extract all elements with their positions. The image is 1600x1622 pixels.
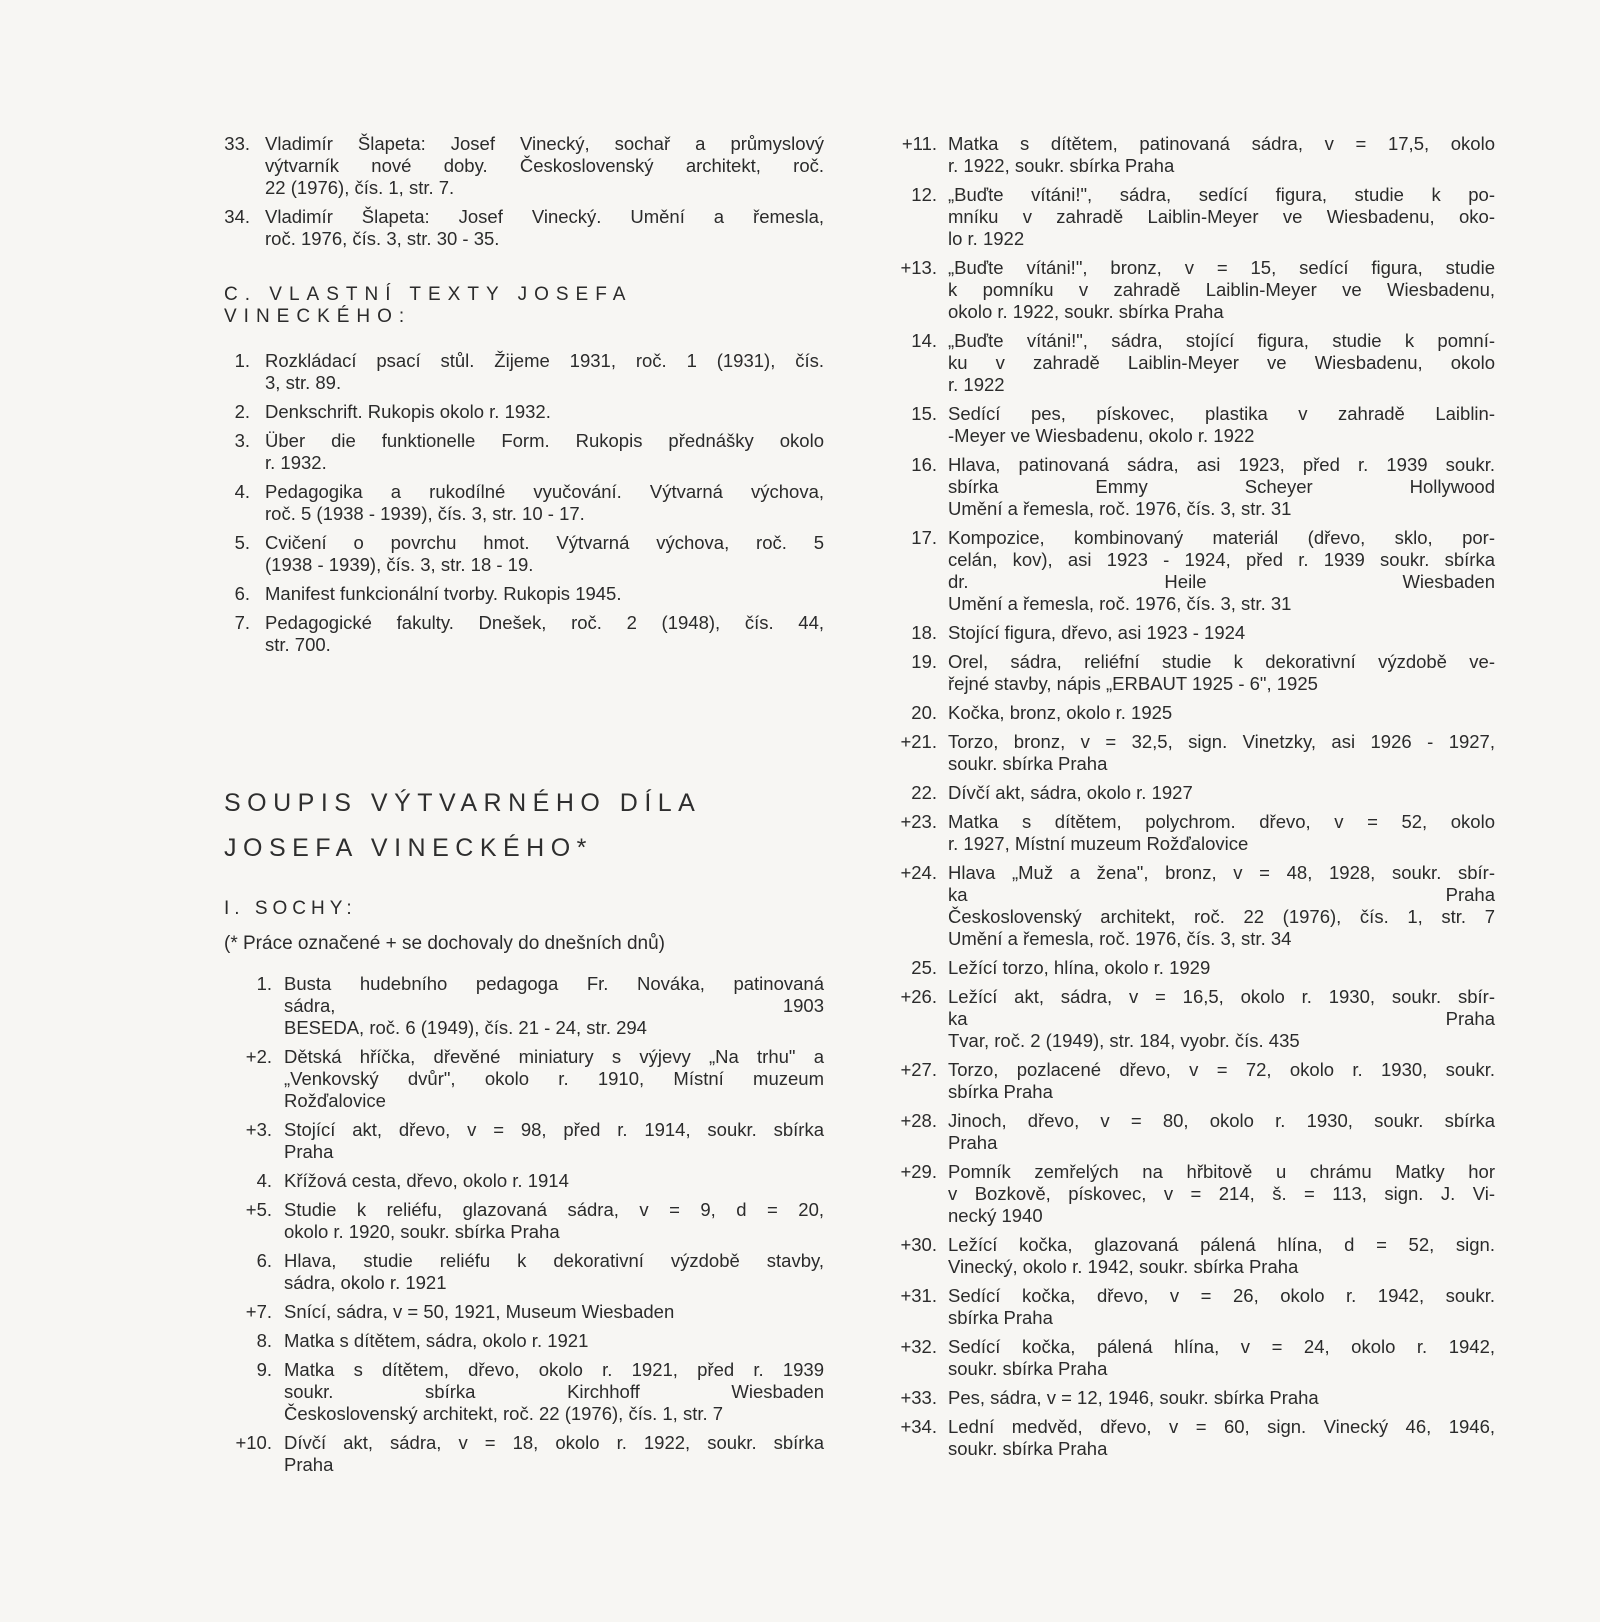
- entry-line: str. 700.: [265, 634, 331, 655]
- entry-number: +7.: [245, 1301, 272, 1322]
- entry-line: necký 1940: [948, 1205, 1043, 1226]
- entry-line: Kočka, bronz, okolo r. 1925: [948, 702, 1173, 723]
- entry-text: [880, 862, 1495, 950]
- entry-line: Kompozice, kombinovaný materiál (dřevo, sklo, por-: [948, 527, 1495, 548]
- entry-text: [880, 527, 1495, 615]
- sculpture-entry: [880, 1059, 1495, 1103]
- entry-number: 4.: [256, 1170, 272, 1191]
- entry-line: Matka s dítětem, polychrom. dřevo, v = 52, okolo: [948, 811, 1495, 832]
- entry-text: [880, 1234, 1495, 1278]
- sculpture-entry: [224, 1432, 824, 1476]
- entry-line: ka Praha: [948, 884, 1495, 905]
- catalogue-list-left: [224, 973, 824, 1476]
- entry-line: Torzo, pozlacené dřevo, v = 72, okolo r. 1930, soukr.: [948, 1059, 1495, 1080]
- entry-text: [224, 1199, 824, 1243]
- section-c-heading: C. VLASTNÍ TEXTY JOSEFA VINECKÉHO:: [224, 284, 632, 327]
- entry-number: +28.: [900, 1110, 937, 1131]
- entry-number: +24.: [900, 862, 937, 883]
- entry-number: +13.: [900, 257, 937, 278]
- entry-line: Dívčí akt, sádra, v = 18, okolo r. 1922, soukr. sbírka: [284, 1432, 824, 1453]
- entry-number: 4.: [234, 481, 250, 502]
- sculpture-entry: [880, 651, 1495, 695]
- own-text-entry: [224, 532, 824, 576]
- entry-line: celán, kov), asi 1923 - 1924, před r. 1939 soukr. sbírka: [948, 549, 1495, 570]
- entry-text: [224, 401, 824, 423]
- entry-line: soukr. sbírka Praha: [948, 1438, 1108, 1459]
- entry-line: Matka s dítětem, sádra, okolo r. 1921: [284, 1330, 589, 1351]
- entry-line: Matka s dítětem, patinovaná sádra, v = 17,5, okolo: [948, 133, 1495, 154]
- section-c-list: [224, 350, 824, 656]
- entry-line: r. 1922, soukr. sbírka Praha: [948, 155, 1175, 176]
- entry-text: [880, 1161, 1495, 1227]
- entry-number: 19.: [911, 651, 937, 672]
- entry-number: 15.: [911, 403, 937, 424]
- entry-text: [880, 651, 1495, 695]
- entry-number: +32.: [900, 1336, 937, 1357]
- entry-text: [880, 622, 1495, 644]
- entry-line: Torzo, bronz, v = 32,5, sign. Vinetzky, asi 1926 - 1927,: [948, 731, 1495, 752]
- sculpture-entry: [880, 403, 1495, 447]
- sculpture-entry: [880, 454, 1495, 520]
- entry-text: [880, 957, 1495, 979]
- entry-number: 7.: [234, 612, 250, 633]
- catalogue-list-right: [880, 133, 1495, 1460]
- left-column: [224, 133, 824, 1483]
- entry-line: Ležící torzo, hlína, okolo r. 1929: [948, 957, 1211, 978]
- entry-number: 34.: [224, 206, 250, 227]
- sculpture-entry: [880, 986, 1495, 1052]
- entry-line: r. 1922: [948, 374, 1005, 395]
- sculpture-entry: [880, 330, 1495, 396]
- entry-line: Sedící kočka, dřevo, v = 26, okolo r. 1942, soukr.: [948, 1285, 1495, 1306]
- entry-line: roč. 1976, čís. 3, str. 30 - 35.: [265, 228, 500, 249]
- entry-line: řejné stavby, nápis „ERBAUT 1925 - 6", 1925: [948, 673, 1318, 694]
- right-column: [880, 133, 1495, 1467]
- sculpture-entry: [880, 1110, 1495, 1154]
- entry-line: Pomník zemřelých na hřbitově u chrámu Matky hor: [948, 1161, 1495, 1182]
- entry-line: Praha: [284, 1141, 334, 1162]
- entry-number: +34.: [900, 1416, 937, 1437]
- entry-line: Praha: [284, 1454, 334, 1475]
- entry-number: +26.: [900, 986, 937, 1007]
- entry-text: [224, 1119, 824, 1163]
- entry-text: [880, 403, 1495, 447]
- sculpture-entry: [224, 1250, 824, 1294]
- entry-line: -Meyer ve Wiesbadenu, okolo r. 1922: [948, 425, 1255, 446]
- entry-number: 3.: [234, 430, 250, 451]
- sculpture-entry: [880, 622, 1495, 644]
- sculpture-entry: [880, 957, 1495, 979]
- entry-text: [224, 206, 824, 250]
- entry-line: Sedící pes, pískovec, plastika v zahradě Laiblin-: [948, 403, 1495, 424]
- entry-text: [880, 330, 1495, 396]
- sculpture-entry: [224, 973, 824, 1039]
- entry-number: +2.: [245, 1046, 272, 1067]
- entry-line: Lední medvěd, dřevo, v = 60, sign. Vinecký 46, 1946,: [948, 1416, 1495, 1437]
- entry-number: +29.: [900, 1161, 937, 1182]
- entry-line: Manifest funkcionální tvorby. Rukopis 1945.: [265, 583, 622, 604]
- entry-number: 9.: [256, 1359, 272, 1380]
- entry-line: Stojící akt, dřevo, v = 98, před r. 1914, soukr. sbírka: [284, 1119, 824, 1140]
- catalogue-title-line2: JOSEFA VINECKÉHO*: [224, 834, 593, 862]
- sculpture-entry: [880, 1161, 1495, 1227]
- entry-line: Křížová cesta, dřevo, okolo r. 1914: [284, 1170, 569, 1191]
- entry-line: Rožďalovice: [284, 1090, 386, 1111]
- entry-text: [880, 1110, 1495, 1154]
- entry-text: [224, 481, 824, 525]
- entry-line: Ležící kočka, glazovaná pálená hlína, d = 52, sign.: [948, 1234, 1495, 1255]
- entry-text: [224, 1330, 824, 1352]
- sculpture-entry: [880, 731, 1495, 775]
- entry-line: „Venkovský dvůr", okolo r. 1910, Místní muzeum: [284, 1068, 824, 1089]
- entry-text: [224, 133, 824, 199]
- entry-line: „Buďte vítáni!", bronz, v = 15, sedící figura, studie: [948, 257, 1495, 278]
- entry-line: r. 1932.: [265, 452, 327, 473]
- entry-line: v Bozkově, pískovec, v = 214, š. = 113, sign. J. Vi-: [948, 1183, 1495, 1204]
- entry-line: okolo r. 1920, soukr. sbírka Praha: [284, 1221, 560, 1242]
- sculpture-entry: [880, 862, 1495, 950]
- entry-number: 8.: [256, 1330, 272, 1351]
- entry-line: Studie k reliéfu, glazovaná sádra, v = 9, d = 20,: [284, 1199, 824, 1220]
- entry-line: Pedagogika a rukodílné vyučování. Výtvarná výchova,: [265, 481, 824, 502]
- entry-number: 20.: [911, 702, 937, 723]
- entry-number: +31.: [900, 1285, 937, 1306]
- entry-line: Orel, sádra, reliéfní studie k dekorativní výzdobě ve-: [948, 651, 1495, 672]
- sculpture-entry: [880, 133, 1495, 177]
- entry-text: [224, 1046, 824, 1112]
- own-text-entry: [224, 612, 824, 656]
- entry-line: lo r. 1922: [948, 228, 1025, 249]
- entry-line: sádra, 1903: [284, 995, 824, 1016]
- sculpture-entry: [224, 1199, 824, 1243]
- entry-line: Denkschrift. Rukopis okolo r. 1932.: [265, 401, 551, 422]
- entry-number: +3.: [245, 1119, 272, 1140]
- entry-line: Pedagogické fakulty. Dnešek, roč. 2 (1948), čís. 44,: [265, 612, 824, 633]
- entry-text: [224, 1301, 824, 1323]
- entry-line: „Buďte vítáni!", sádra, stojící figura, studie k pomní-: [948, 330, 1495, 351]
- sculpture-entry: [880, 257, 1495, 323]
- entry-line: 22 (1976), čís. 1, str. 7.: [265, 177, 455, 198]
- entry-number: +27.: [900, 1059, 937, 1080]
- sculpture-entry: [880, 184, 1495, 250]
- sculpture-entry: [224, 1119, 824, 1163]
- entry-line: Dětská hříčka, dřevěné miniatury s výjevy „Na trhu" a: [284, 1046, 824, 1067]
- entry-text: [880, 702, 1495, 724]
- entry-line: Snící, sádra, v = 50, 1921, Museum Wiesbaden: [284, 1301, 675, 1322]
- sculpture-entry: [880, 1234, 1495, 1278]
- reference-entry: [224, 133, 824, 199]
- reference-entry: [224, 206, 824, 250]
- entry-line: Rozkládací psací stůl. Žijeme 1931, roč. 1 (1931), čís.: [265, 350, 824, 371]
- entry-text: [224, 973, 824, 1039]
- entry-number: 12.: [911, 184, 937, 205]
- entry-number: 1.: [234, 350, 250, 371]
- preserved-note: (* Práce označené + se dochovaly do dnešních dnů): [224, 933, 665, 954]
- entry-line: Vladimír Šlapeta: Josef Vinecký, sochař a průmyslový: [265, 133, 824, 154]
- sculpture-entry: [224, 1301, 824, 1323]
- entry-line: sbírka Emmy Scheyer Hollywood: [948, 476, 1495, 497]
- entry-line: Praha: [948, 1132, 998, 1153]
- entry-number: +30.: [900, 1234, 937, 1255]
- entry-text: [224, 583, 824, 605]
- catalogue-title-line1: SOUPIS VÝTVARNÉHO DÍLA: [224, 789, 702, 817]
- entry-line: sbírka Praha: [948, 1081, 1053, 1102]
- sochy-subheading: I. SOCHY:: [224, 898, 357, 919]
- sculpture-entry: [880, 1387, 1495, 1409]
- entry-text: [880, 454, 1495, 520]
- entry-line: Vinecký, okolo r. 1942, soukr. sbírka Praha: [948, 1256, 1299, 1277]
- sculpture-entry: [880, 527, 1495, 615]
- entry-line: Hlava „Muž a žena", bronz, v = 48, 1928, soukr. sbír-: [948, 862, 1495, 883]
- entry-text: [880, 1059, 1495, 1103]
- sculpture-entry: [224, 1330, 824, 1352]
- entry-line: Tvar, roč. 2 (1949), str. 184, vyobr. čís. 435: [948, 1030, 1300, 1051]
- entry-number: 18.: [911, 622, 937, 643]
- entry-number: 33.: [224, 133, 250, 154]
- entry-line: sádra, okolo r. 1921: [284, 1272, 447, 1293]
- entry-line: Československý architekt, roč. 22 (1976), čís. 1, str. 7: [284, 1403, 724, 1424]
- entry-line: roč. 5 (1938 - 1939), čís. 3, str. 10 - 17.: [265, 503, 585, 524]
- entry-text: [880, 1336, 1495, 1380]
- entry-text: [880, 811, 1495, 855]
- entry-text: [880, 184, 1495, 250]
- own-text-entry: [224, 430, 824, 474]
- own-text-entry: [224, 583, 824, 605]
- entry-line: dr. Heile Wiesbaden: [948, 571, 1495, 592]
- entry-line: r. 1927, Místní muzeum Rožďalovice: [948, 833, 1249, 854]
- entry-text: [880, 1285, 1495, 1329]
- entry-text: [880, 133, 1495, 177]
- entry-line: Busta hudebního pedagoga Fr. Nováka, patinovaná: [284, 973, 824, 994]
- entry-text: [880, 1387, 1495, 1409]
- entry-line: Jinoch, dřevo, v = 80, okolo r. 1930, soukr. sbírka: [948, 1110, 1495, 1131]
- entry-line: Československý architekt, roč. 22 (1976), čís. 1, str. 7: [948, 906, 1495, 927]
- entry-line: Pes, sádra, v = 12, 1946, soukr. sbírka Praha: [948, 1387, 1319, 1408]
- sculpture-entry: [224, 1170, 824, 1192]
- entry-line: Stojící figura, dřevo, asi 1923 - 1924: [948, 622, 1246, 643]
- entry-line: Ležící akt, sádra, v = 16,5, okolo r. 1930, soukr. sbír-: [948, 986, 1495, 1007]
- entry-number: 22.: [911, 782, 937, 803]
- sculpture-entry: [880, 811, 1495, 855]
- entry-line: sbírka Praha: [948, 1307, 1053, 1328]
- entry-number: 1.: [256, 973, 272, 994]
- entry-number: +33.: [900, 1387, 937, 1408]
- entry-line: Umění a řemesla, roč. 1976, čís. 3, str. 31: [948, 498, 1292, 519]
- entry-text: [880, 986, 1495, 1052]
- entry-number: +21.: [900, 731, 937, 752]
- sculpture-entry: [880, 1416, 1495, 1460]
- entry-number: 16.: [911, 454, 937, 475]
- entry-text: [224, 350, 824, 394]
- entry-number: +23.: [900, 811, 937, 832]
- entry-text: [880, 1416, 1495, 1460]
- entry-number: 6.: [256, 1250, 272, 1271]
- sculpture-entry: [224, 1046, 824, 1112]
- sculpture-entry: [224, 1359, 824, 1425]
- entry-text: [224, 1432, 824, 1476]
- section-a-tail-list: [224, 133, 824, 250]
- entry-number: +11.: [901, 133, 937, 154]
- entry-text: [224, 612, 824, 656]
- entry-number: 17.: [911, 527, 937, 548]
- own-text-entry: [224, 401, 824, 423]
- entry-number: 14.: [911, 330, 937, 351]
- entry-line: „Buďte vítáni!", sádra, sedící figura, studie k po-: [948, 184, 1495, 205]
- sculpture-entry: [880, 702, 1495, 724]
- entry-line: k pomníku v zahradě Laiblin-Meyer ve Wiesbadenu,: [948, 279, 1495, 300]
- entry-line: okolo r. 1922, soukr. sbírka Praha: [948, 301, 1224, 322]
- entry-line: ka Praha: [948, 1008, 1495, 1029]
- entry-line: mníku v zahradě Laiblin-Meyer ve Wiesbadenu, oko-: [948, 206, 1495, 227]
- entry-text: [224, 532, 824, 576]
- entry-line: Cvičení o povrchu hmot. Výtvarná výchova, roč. 5: [265, 532, 824, 553]
- entry-text: [224, 1170, 824, 1192]
- entry-line: Umění a řemesla, roč. 1976, čís. 3, str. 34: [948, 928, 1292, 949]
- entry-number: +5.: [245, 1199, 272, 1220]
- entry-line: Über die funktionelle Form. Rukopis přednášky okolo: [265, 430, 824, 451]
- entry-line: Umění a řemesla, roč. 1976, čís. 3, str. 31: [948, 593, 1292, 614]
- entry-line: BESEDA, roč. 6 (1949), čís. 21 - 24, str. 294: [284, 1017, 647, 1038]
- entry-line: 3, str. 89.: [265, 372, 342, 393]
- entry-text: [224, 1250, 824, 1294]
- entry-line: Hlava, patinovaná sádra, asi 1923, před r. 1939 soukr.: [948, 454, 1495, 475]
- entry-line: Matka s dítětem, dřevo, okolo r. 1921, před r. 1939: [284, 1359, 824, 1380]
- entry-text: [224, 1359, 824, 1425]
- own-text-entry: [224, 350, 824, 394]
- entry-number: 6.: [234, 583, 250, 604]
- entry-line: soukr. sbírka Kirchhoff Wiesbaden: [284, 1381, 824, 1402]
- entry-number: +10.: [235, 1432, 272, 1453]
- entry-line: Vladimír Šlapeta: Josef Vinecký. Umění a řemesla,: [265, 206, 824, 227]
- entry-line: výtvarník nové doby. Československý architekt, roč.: [265, 155, 824, 176]
- entry-text: [880, 257, 1495, 323]
- entry-number: 25.: [911, 957, 937, 978]
- entry-line: ku v zahradě Laiblin-Meyer ve Wiesbadenu, okolo: [948, 352, 1495, 373]
- entry-number: 2.: [234, 401, 250, 422]
- entry-line: Sedící kočka, pálená hlína, v = 24, okolo r. 1942,: [948, 1336, 1495, 1357]
- entry-line: Dívčí akt, sádra, okolo r. 1927: [948, 782, 1193, 803]
- sculpture-entry: [880, 1336, 1495, 1380]
- entry-text: [224, 430, 824, 474]
- sculpture-entry: [880, 782, 1495, 804]
- entry-line: (1938 - 1939), čís. 3, str. 18 - 19.: [265, 554, 534, 575]
- entry-line: soukr. sbírka Praha: [948, 753, 1108, 774]
- sculpture-entry: [880, 1285, 1495, 1329]
- entry-text: [880, 782, 1495, 804]
- entry-line: Hlava, studie reliéfu k dekorativní výzdobě stavby,: [284, 1250, 824, 1271]
- entry-line: soukr. sbírka Praha: [948, 1358, 1108, 1379]
- entry-number: 5.: [234, 532, 250, 553]
- own-text-entry: [224, 481, 824, 525]
- entry-text: [880, 731, 1495, 775]
